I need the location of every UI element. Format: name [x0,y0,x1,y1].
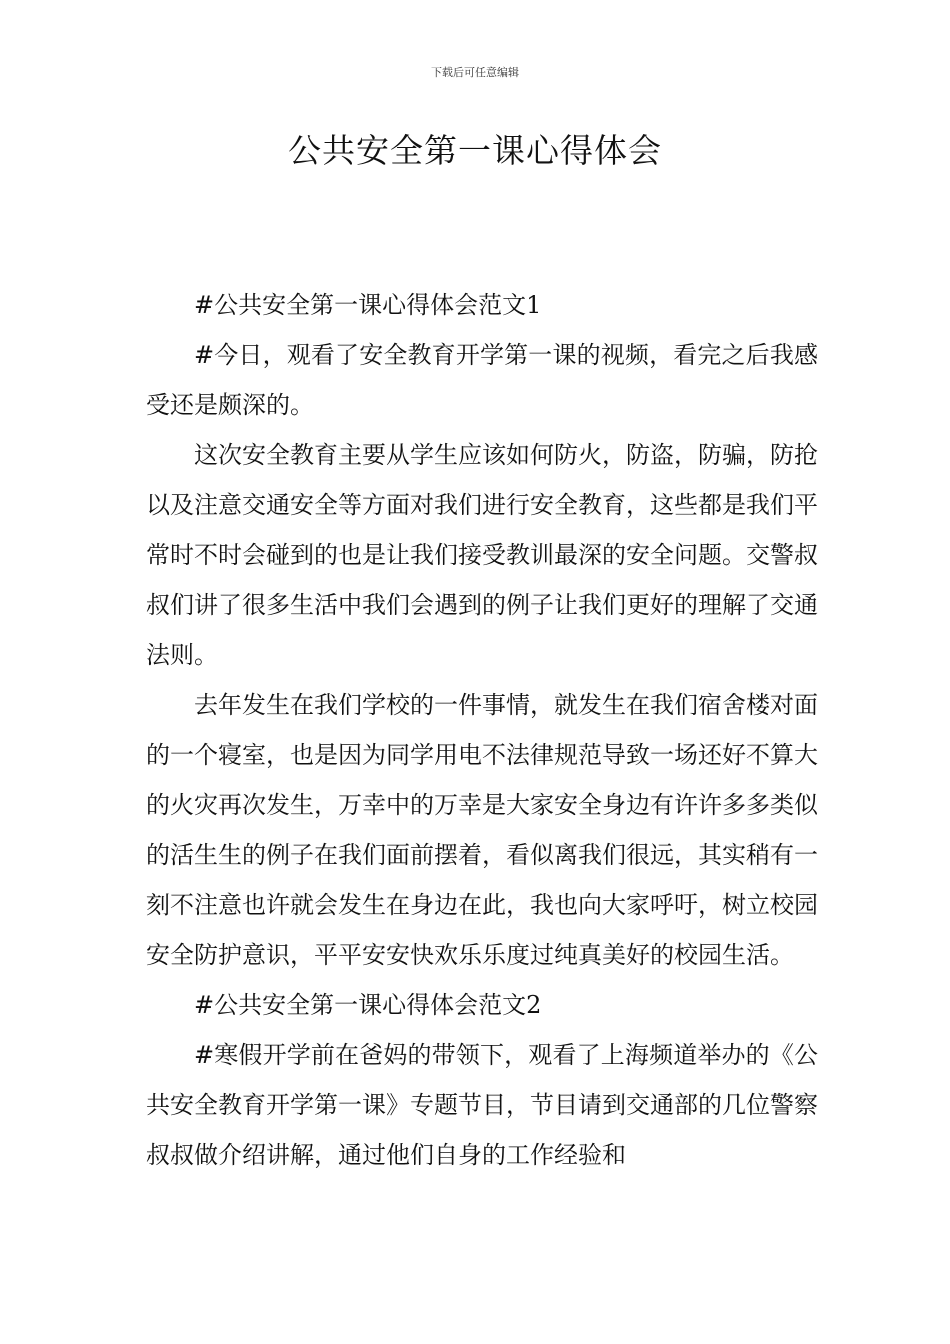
paragraph: #寒假开学前在爸妈的带领下，观看了上海频道举办的《公共安全教育开学第一课》专题节目，节目请到交通部的几位警察叔叔做介绍讲解，通过他们自身的工作经验和 [146,1041,818,1169]
paragraph: 去年发生在我们学校的一件事情，就发生在我们宿舍楼对面的一个寝室，也是因为同学用电不法律规范导致一场还好不算大的火灾再次发生，万幸中的万幸是大家安全身边有许许多多类似的活生生的例子在我们面前摆着，看似离我们很远，其实稍有一刻不注意也许就会发生在身边在此，我也向大家呼吁，树立校园安全防护意识，平平安安快欢乐乐度过纯真美好的校园生活。 [146,691,818,969]
paragraph: 这次安全教育主要从学生应该如何防火，防盗，防骗，防抢以及注意交通安全等方面对我们进行安全教育，这些都是我们平常时不时会碰到的也是让我们接受教训最深的安全问题。交警叔叔们讲了很多生活中我们会遇到的例子让我们更好的理解了交通法则。 [146,441,818,669]
document-body [146,280,818,1180]
section-heading-1: #公共安全第一课心得体会范文1 [194,291,542,319]
section-heading-2: #公共安全第一课心得体会范文2 [194,991,542,1019]
document-title: 公共安全第一课心得体会 [288,131,662,170]
paragraph: #今日，观看了安全教育开学第一课的视频，看完之后我感受还是颇深的。 [146,341,818,419]
header-note: 下载后可任意编辑 [431,66,519,79]
